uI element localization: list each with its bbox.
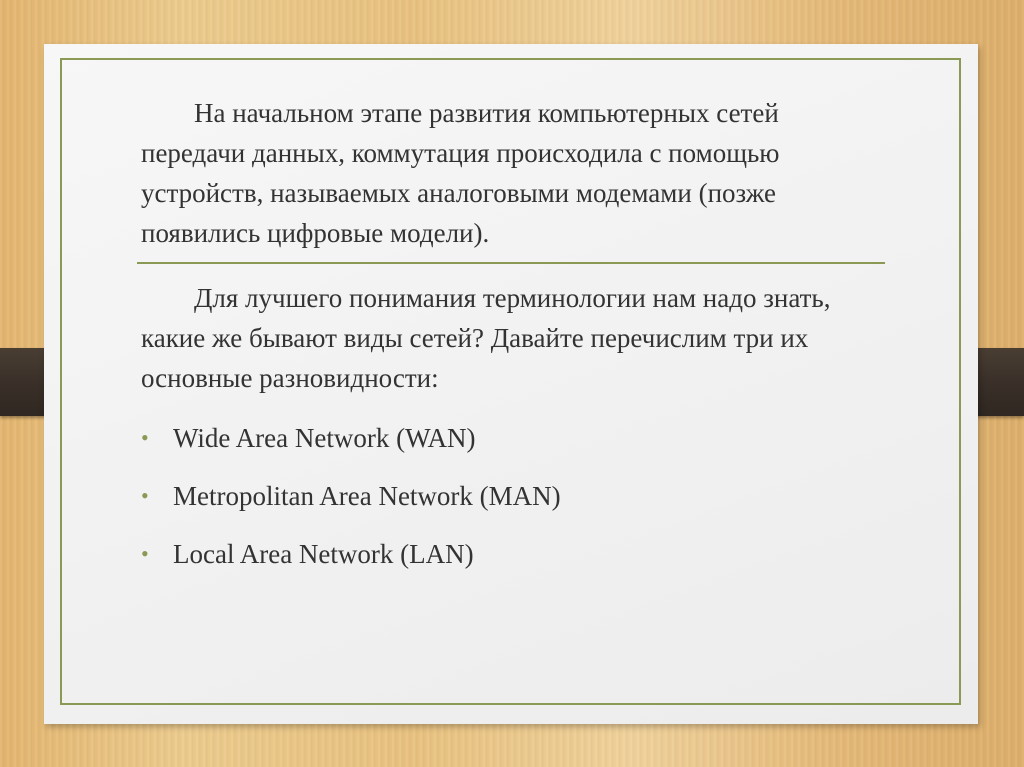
list-item-label: Local Area Network (LAN) bbox=[173, 539, 474, 569]
second-paragraph bbox=[141, 278, 886, 398]
list-item-label: Wide Area Network (WAN) bbox=[173, 423, 476, 453]
intro-paragraph bbox=[141, 93, 886, 253]
second-paragraph-text: Для лучшего понимания терминологии нам надо знать, какие же бывают виды сетей? Давайте перечислим три их основные разновидности: bbox=[141, 283, 831, 393]
network-types-list bbox=[141, 418, 561, 592]
bullet-dot-icon: • bbox=[141, 425, 149, 450]
bullet-dot-icon: • bbox=[141, 483, 149, 508]
list-item bbox=[141, 534, 561, 592]
list-item-label: Metropolitan Area Network (MAN) bbox=[173, 481, 561, 511]
bullet-dot-icon: • bbox=[141, 541, 149, 566]
list-item bbox=[141, 418, 561, 476]
section-divider bbox=[137, 262, 885, 264]
list-item bbox=[141, 476, 561, 534]
intro-paragraph-text: На начальном этапе развития компьютерных сетей передачи данных, коммутация происходила с помощью устройств, называемых аналоговыми модемами (позже появились цифровые модели). bbox=[141, 98, 780, 248]
